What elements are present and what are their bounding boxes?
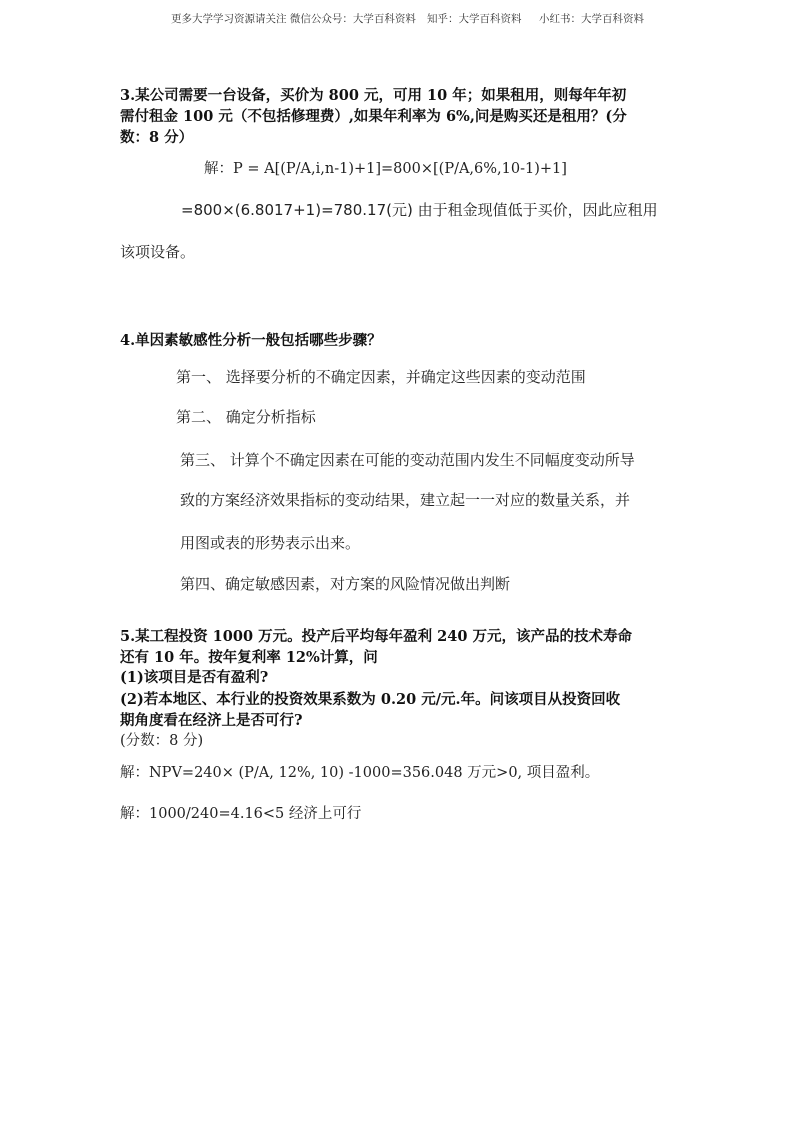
header-xiaohongshu-note: 小红书：大学百科资料 <box>539 13 644 25</box>
q4-step-3-line3: 用图或表的形势表示出来。 <box>180 534 361 552</box>
q4-step-2: 第二、 确定分析指标 <box>176 408 316 426</box>
q4-step-1: 第一、 选择要分析的不确定因素，并确定这些因素的变动范围 <box>176 368 586 386</box>
q3-text-line1: 3.某公司需要一台设备，买价为 800 元，可用 10 年；如果租用，则每年年初 <box>120 87 627 104</box>
q5-text-line2: 还有 10 年。按年复利率 12%计算，问 <box>120 649 378 666</box>
q3-answer-formula: 解：P = A[(P/A,i,n-1)+1]=800×[(P/A,6%,10-1)+1] <box>204 161 567 177</box>
header-zhihu-note: 知乎：大学百科资料 <box>427 13 522 25</box>
q4-step-4: 第四、确定敏感因素，对方案的风险情况做出判断 <box>180 575 511 593</box>
q5-sub-question-2-line2: 期角度看在经济上是否可行? <box>120 712 303 729</box>
q5-text-line1: 5.某工程投资 1000 万元。投产后平均每年盈利 240 万元，该产品的技术寿命 <box>120 628 632 645</box>
q5-answer-npv: 解：NPV=240× (P/A, 12%, 10) -1000=356.048 万元>0, 项目盈利。 <box>120 765 600 781</box>
q4-title: 4.单因素敏感性分析一般包括哪些步骤？ <box>120 332 382 349</box>
q3-answer-result: =800×(6.8017+1)=780.17(元) 由于租金现值低于买价，因此应租用 <box>181 201 658 219</box>
q3-answer-conclusion: 该项设备。 <box>120 243 196 261</box>
header-wechat-note: 更多大学学习资源请关注 微信公众号：大学百科资料 <box>171 13 416 25</box>
q3-text-line3: 数：8 分） <box>120 129 194 146</box>
q4-step-3-line1: 第三、 计算个不确定因素在可能的变动范围内发生不同幅度变动所导 <box>180 451 635 469</box>
q5-sub-question-2-line1: (2)若本地区、本行业的投资效果系数为 0.20 元/元.年。问该项目从投资回收 <box>120 691 621 708</box>
q4-step-3-line2: 致的方案经济效果指标的变动结果，建立起一一对应的数量关系，并 <box>180 491 631 509</box>
q5-score: (分数：8 分) <box>120 733 204 749</box>
q5-sub-question-1: (1)该项目是否有盈利? <box>120 669 269 686</box>
q5-answer-payback: 解：1000/240=4.16<5 经济上可行 <box>120 806 362 822</box>
q3-text-line2: 需付租金 100 元（不包括修理费）,如果年利率为 6%,问是购买还是租用？(分 <box>120 108 627 125</box>
